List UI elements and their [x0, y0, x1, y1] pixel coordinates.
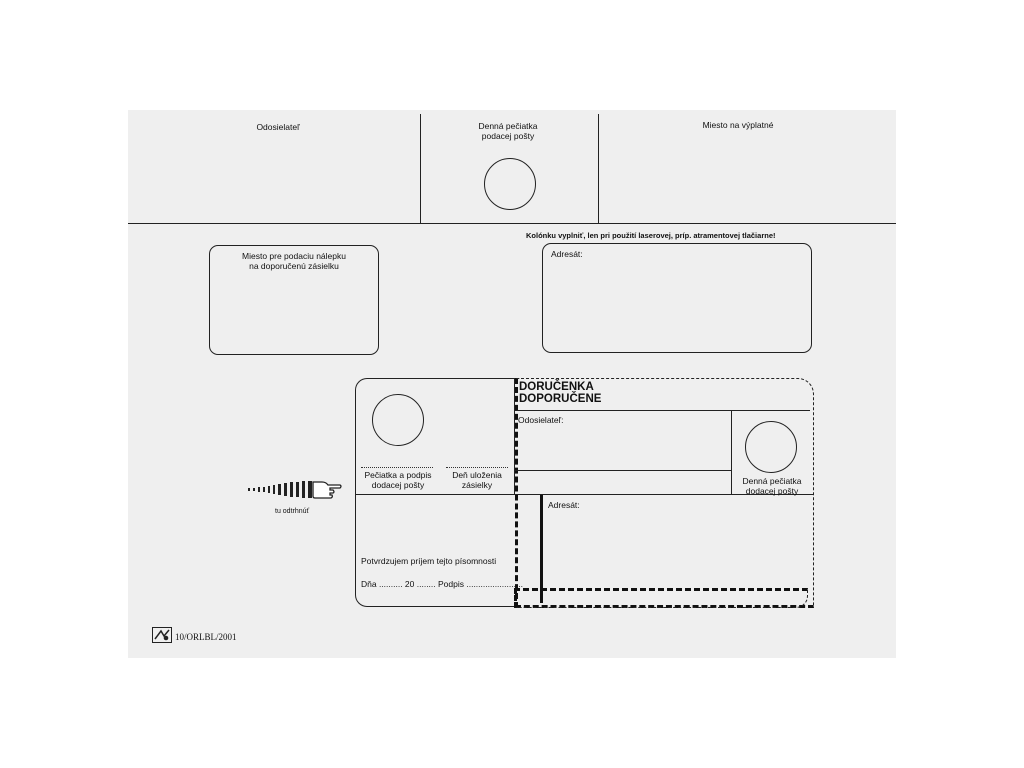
coupon-left-divider	[514, 378, 515, 495]
form-sheet	[128, 110, 896, 658]
form-code: 10/ORLBL/2001	[175, 632, 237, 642]
coupon-sign-circle	[372, 394, 424, 446]
coupon-stamp-sign-label: Pečiatka a podpis dodacej pošty	[364, 470, 432, 490]
sticker-box	[209, 245, 379, 355]
coupon-thick-divider	[540, 495, 543, 603]
coupon-daily-stamp-label: Denná pečiatka dodacej pošty	[742, 476, 802, 496]
sticker-box-line2: na doporučenú zásielku	[249, 261, 339, 271]
top-separator-left	[420, 114, 421, 223]
sticker-box-line1: Miesto pre podaciu nálepku	[242, 251, 346, 261]
printer-notice: Kolónku vyplniť, len pri použití laserovej, príp. atramentovej tlačiarne!	[526, 231, 776, 240]
coupon-sender-divider	[515, 470, 731, 471]
cut-here-label: tu odtrhnúť	[275, 508, 310, 515]
pointing-hand-icon	[248, 479, 343, 506]
coupon-addressee-label: Adresát:	[548, 500, 580, 510]
post-stamp-label: Denná pečiatka podacej pošty	[478, 121, 538, 141]
top-separator-right	[598, 114, 599, 223]
coupon-confirm-text: Potvrdzujem príjem tejto písomnosti	[361, 556, 497, 566]
coupon-date-line: Dňa .......... 20 ........ Podpis ........................	[361, 579, 524, 589]
storage-dotted-line	[446, 467, 508, 468]
coupon-title	[519, 381, 601, 405]
franking-label: Miesto na výplatné	[702, 120, 774, 130]
postal-logo-icon	[152, 627, 172, 643]
coupon-title-line2: DOPORUČENE	[519, 393, 602, 405]
sign-dotted-line	[361, 467, 433, 468]
post-stamp-circle	[484, 158, 536, 210]
addressee-box	[542, 243, 812, 353]
coupon-storage-day-label: Deň uloženia zásielky	[452, 470, 502, 490]
coupon-title-line1: DORUČENKA	[519, 381, 594, 393]
coupon-daily-stamp-circle	[745, 421, 797, 473]
coupon-sender-label: Odosielateľ:	[518, 415, 564, 425]
coupon-bottom-dashed	[514, 588, 808, 608]
coupon-title-divider	[515, 410, 810, 411]
addressee-label: Adresát:	[551, 249, 583, 259]
top-divider	[128, 223, 896, 224]
sender-label: Odosielateľ	[256, 122, 300, 132]
